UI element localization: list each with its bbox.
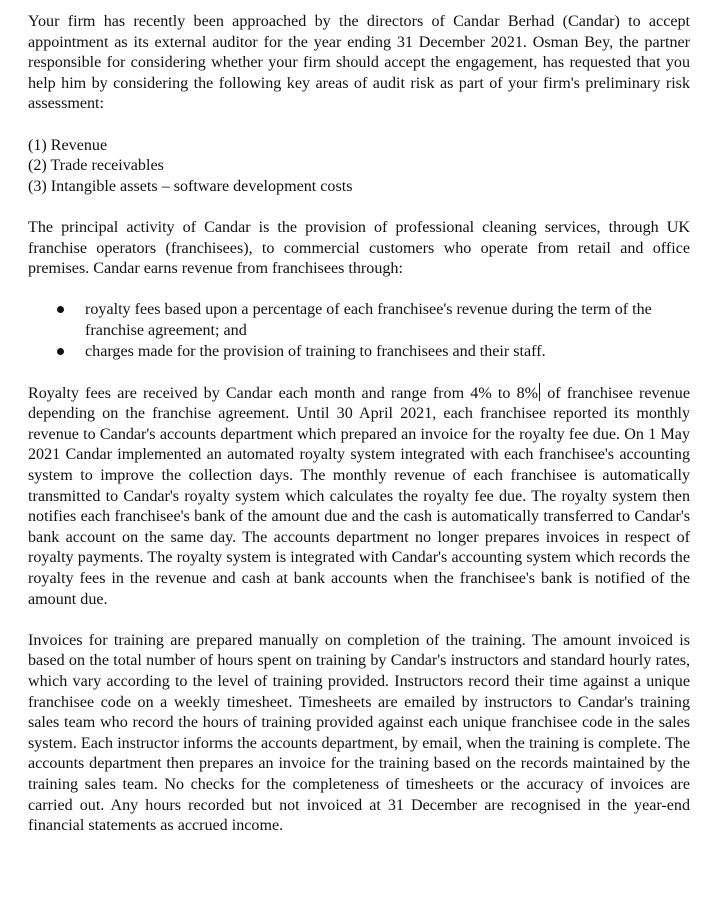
- bullet-icon: [57, 306, 64, 313]
- royalty-text-end: of franchisee revenue depending on the franchise agreement. Until 30 April 2021, each franchisee reported its monthly revenue to Candar's accounts department which prepared an invoice for the royalty fee due. On 1 May 2021 Candar implemented an automated royalty system integrated with each franchisee's accounting system to improve the collection days. The monthly revenue of each franchisee is automatically transmitted to Candar's royalty system which calculates the royalty fee due. The royalty system then notifies each franchisee's bank of the amount due and the cash is automatically transferred to Candar's bank account on the same day. The accounts department no longer prepares invoices in respect of royalty payments. The royalty system is integrated with Candar's accounting system which records the royalty fees in the revenue and cash at bank accounts when the franchisee's bank is notified of the amount due.: [28, 384, 690, 608]
- paragraph-gap: [28, 610, 690, 631]
- risk-area-item: (2) Trade receivables: [28, 157, 164, 175]
- revenue-source-text: charges made for the provision of training to franchisees and their staff.: [85, 342, 546, 360]
- royalty-paragraph: [28, 383, 690, 611]
- risk-areas-list: [28, 136, 690, 198]
- revenue-source-text: royalty fees based upon a percentage of each franchisee's revenue during the term of the franchise agreement; and: [85, 301, 652, 339]
- royalty-text-start: Royalty fees are received by Candar each month and range from 4% to 8%: [28, 384, 539, 402]
- revenue-source-item: [28, 300, 690, 341]
- paragraph-gap: [28, 115, 690, 136]
- text-cursor-icon: [539, 383, 540, 401]
- paragraph-gap: [28, 362, 690, 383]
- intro-paragraph: Your firm has recently been approached by the directors of Candar Berhad (Candar) to accept appointment as its external auditor for the year ending 31 December 2021. Osman Bey, the partner responsible for considering whether your firm should accept the engagement, has requested that you help him by considering the following key areas of audit risk as part of your firm's preliminary risk assessment:: [28, 13, 690, 113]
- document-page: [28, 12, 690, 837]
- training-paragraph: Invoices for training are prepared manually on completion of the training. The amount invoiced is based on the total number of hours spent on training by Candar's instructors and standard hourly rates, which vary according to the level of training provided. Instructors record their time against a unique franchisee code on a weekly timesheet. Timesheets are emailed by instructors to Candar's training sales team who record the hours of training provided against each unique franchisee code in the sales system. Each instructor informs the accounts department, by email, when the training is complete. The accounts department then prepares an invoice for the training based on the records maintained by the training sales team. No checks for the completeness of timesheets or the accuracy of invoices are carried out. Any hours recorded but not invoiced at 31 December are recognised in the year-end financial statements as accrued income.: [28, 631, 690, 835]
- activity-paragraph: The principal activity of Candar is the provision of professional cleaning services, through UK franchise operators (franchisees), to commercial customers who operate from retail and office premises. Candar earns revenue from franchisees through:: [28, 218, 690, 278]
- revenue-sources-list: [28, 300, 690, 362]
- bullet-icon: [57, 348, 64, 355]
- paragraph-gap: [28, 280, 690, 301]
- revenue-source-item: [28, 342, 690, 363]
- risk-area-item: (3) Intangible assets – software development costs: [28, 177, 353, 195]
- risk-area-item: (1) Revenue: [28, 136, 108, 154]
- paragraph-gap: [28, 197, 690, 218]
